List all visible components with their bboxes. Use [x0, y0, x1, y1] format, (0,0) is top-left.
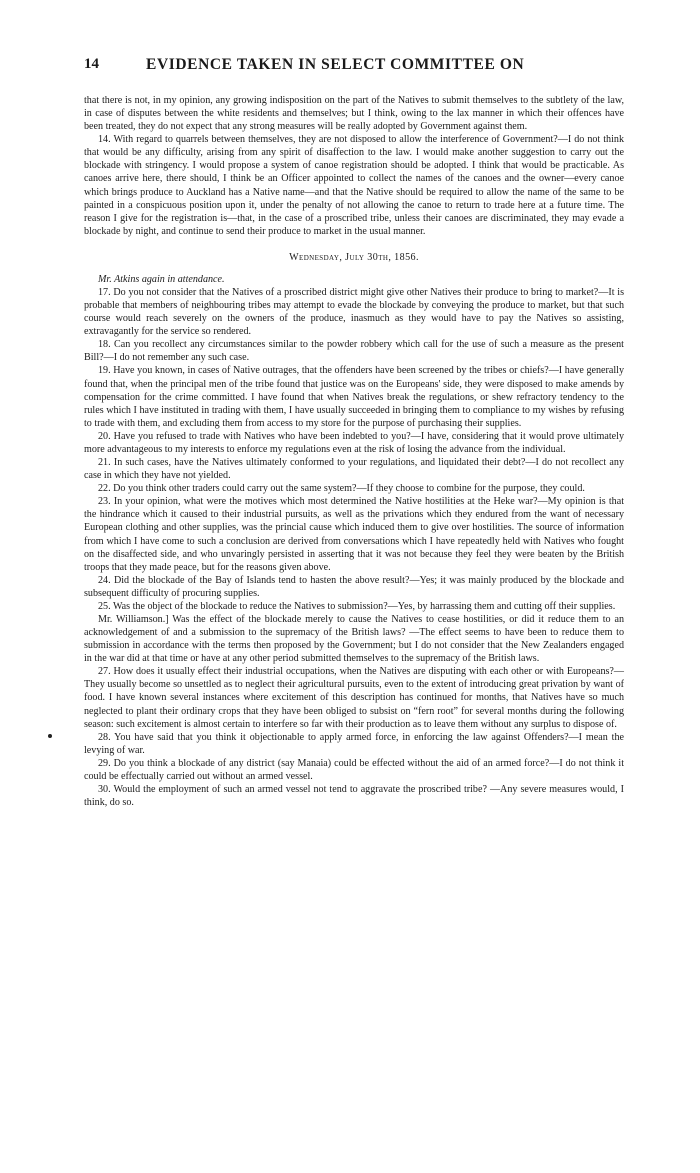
paragraph: 22. Do you think other traders could carry out the same system?—If they choose to combine for the purpose, they could.: [98, 483, 585, 495]
running-head: EVIDENCE TAKEN IN SELECT COMMITTEE ON: [146, 56, 525, 73]
paragraph: 28. You have said that you think it objectionable to apply armed force, in enforcing the law against Offenders?—I mean the levying of war.: [84, 731, 624, 756]
paragraph: 30. Would the employment of such an armed vessel not tend to aggravate the proscribed tribe? —Any severe measures would, I think, do so.: [84, 783, 624, 809]
paragraph: Mr. Williamson.] Was the effect of the blockade merely to cause the Natives to cease hostilities, or did it reduce them to an acknowledgement of and a submission to the supremacy of the British laws? —The effect seems to have been to reduce them to submission in accordance with the terms then proposed by the Government; but I do not consider that the New Zealanders engaged in the war did at that time or have at any other period submitted themselves to the supremacy of the British laws.: [84, 613, 624, 665]
date-heading: Wednesday, July 30th, 1856.: [289, 251, 419, 263]
paragraph: 14. With regard to quarrels between themselves, they are not disposed to allow the interference of Government?—I do not think that would be any difficulty, arising from any spirit of disaffection to the law. I would make another suggestion to carry out the blockade with stringency. I would propose a system of canoe registration should be adopted. I think that would be practicable. As canoes arrive here, there should, I think be an Officer appointed to collect the names of the canoes and the owner—every canoe which brings produce to Auckland has a Native name—and that the Native should be required to allow the name of the same to be painted in a conspicuous position upon it, under the penalty of not allowing the canoe to return to trade here at a future time. The reason I give for the registration is—that, in the case of a proscribed tribe, unless their canoes are discriminated, they may evade a blockade by night, and continue to send their produce to market in the usual manner.: [84, 134, 624, 237]
witness-attendance: Mr. Atkins again in attendance.: [98, 273, 225, 285]
paragraph: 23. In your opinion, what were the motives which most determined the Native hostilities at the Heke war?—My opinion is that the hindrance which it caused to their industrial pursuits, as well as the privations which they endured from the want of necessary European clothing and other supplies, was the princial cause which induced them to give over hostilities. The source of information from which I have come to such a conclusion are derived from conversations which I have repeatedly held with Natives who fought on the disaffected side, and who unvaringly persisted in asserting that it was not because they feel they were beaten by the British troops that they made peace, but for the reasons given above.: [84, 496, 624, 573]
paragraph: 17. Do you not consider that the Natives of a proscribed district might give other Natives their produce to bring to market?—It is probable that members of neighbouring tribes may attempt to evade the blockade by conveying the produce to market, but that such course would reach severely on the owners of the produce, inasmuch as they would have to pay the Natives so assisting, extravagantly for the service so rendered.: [84, 287, 624, 338]
paragraph: 24. Did the blockade of the Bay of Islands tend to hasten the above result?—Yes; it was mainly produced by the blockade and subsequent difficulty of procuring supplies.: [84, 574, 624, 599]
margin-mark: [48, 734, 52, 738]
paragraph: 20. Have you refused to trade with Natives who have been indebted to you?—I have, considering that it would prove ultimately more advantageous to my interests to enforce my regulations even at the risk of losing the advance from the individual.: [84, 430, 624, 455]
paragraph: 21. In such cases, have the Natives ultimately conformed to your regulations, and liquidated their debt?—I do not recollect any case in which they have not yielded.: [84, 457, 624, 482]
page-header: [84, 56, 624, 80]
paragraph: 27. How does it usually effect their industrial occupations, when the Natives are disputing with each other or with Europeans?—They usually become so unsettled as to neglect their agricultural pursuits, even to the extent of introducing great privation by want of food. I have known several instances where excitement of this description has continued for months, that Natives have so much neglected to plant their ordinary crops that they have been obliged to subsist on “fern root” for several months during the following season: such excitement is almost certain to interfere so far with their production as to leave them without any surplus to dispose of.: [84, 666, 624, 730]
page-number: 14: [84, 56, 99, 72]
paragraph: 18. Can you recollect any circumstances similar to the powder robbery which call for the use of such a measure as the present Bill?—I do not remember any such case.: [84, 339, 624, 364]
paragraph: 19. Have you known, in cases of Native outrages, that the offenders have been screened by the tribes or chiefs?—I have generally found that, when the principal men of the tribe found that justice was on the Europeans' side, they were disposed to make amends by compensation for the crime committed. I have found that when Natives break the regulations, or shew refractory tendency to the rules which I have instituted in trading with them, I have usually succeeded in bringing them to compliance to my wishes by refusing to trade with them, and excluding them from access to my store for the purpose of purchasing their supplies.: [84, 365, 624, 429]
paragraph: 25. Was the object of the blockade to reduce the Natives to submission?—Yes, by harrassing them and cutting off their supplies.: [98, 600, 616, 612]
paragraph: that there is not, in my opinion, any growing indisposition on the part of the Natives to submit themselves to the subtlety of the law, in case of disputes between the white residents and themselves; but I think, owing to the lax manner in which their offences have been treated, they do not expect that any strong measures will be really adopted by Government against them.: [84, 95, 624, 133]
paragraph: 29. Do you think a blockade of any district (say Manaia) could be effected without the aid of an armed force?—I do not think it could be effectually carried out without an armed vessel.: [84, 757, 624, 782]
body-text: [84, 94, 624, 809]
